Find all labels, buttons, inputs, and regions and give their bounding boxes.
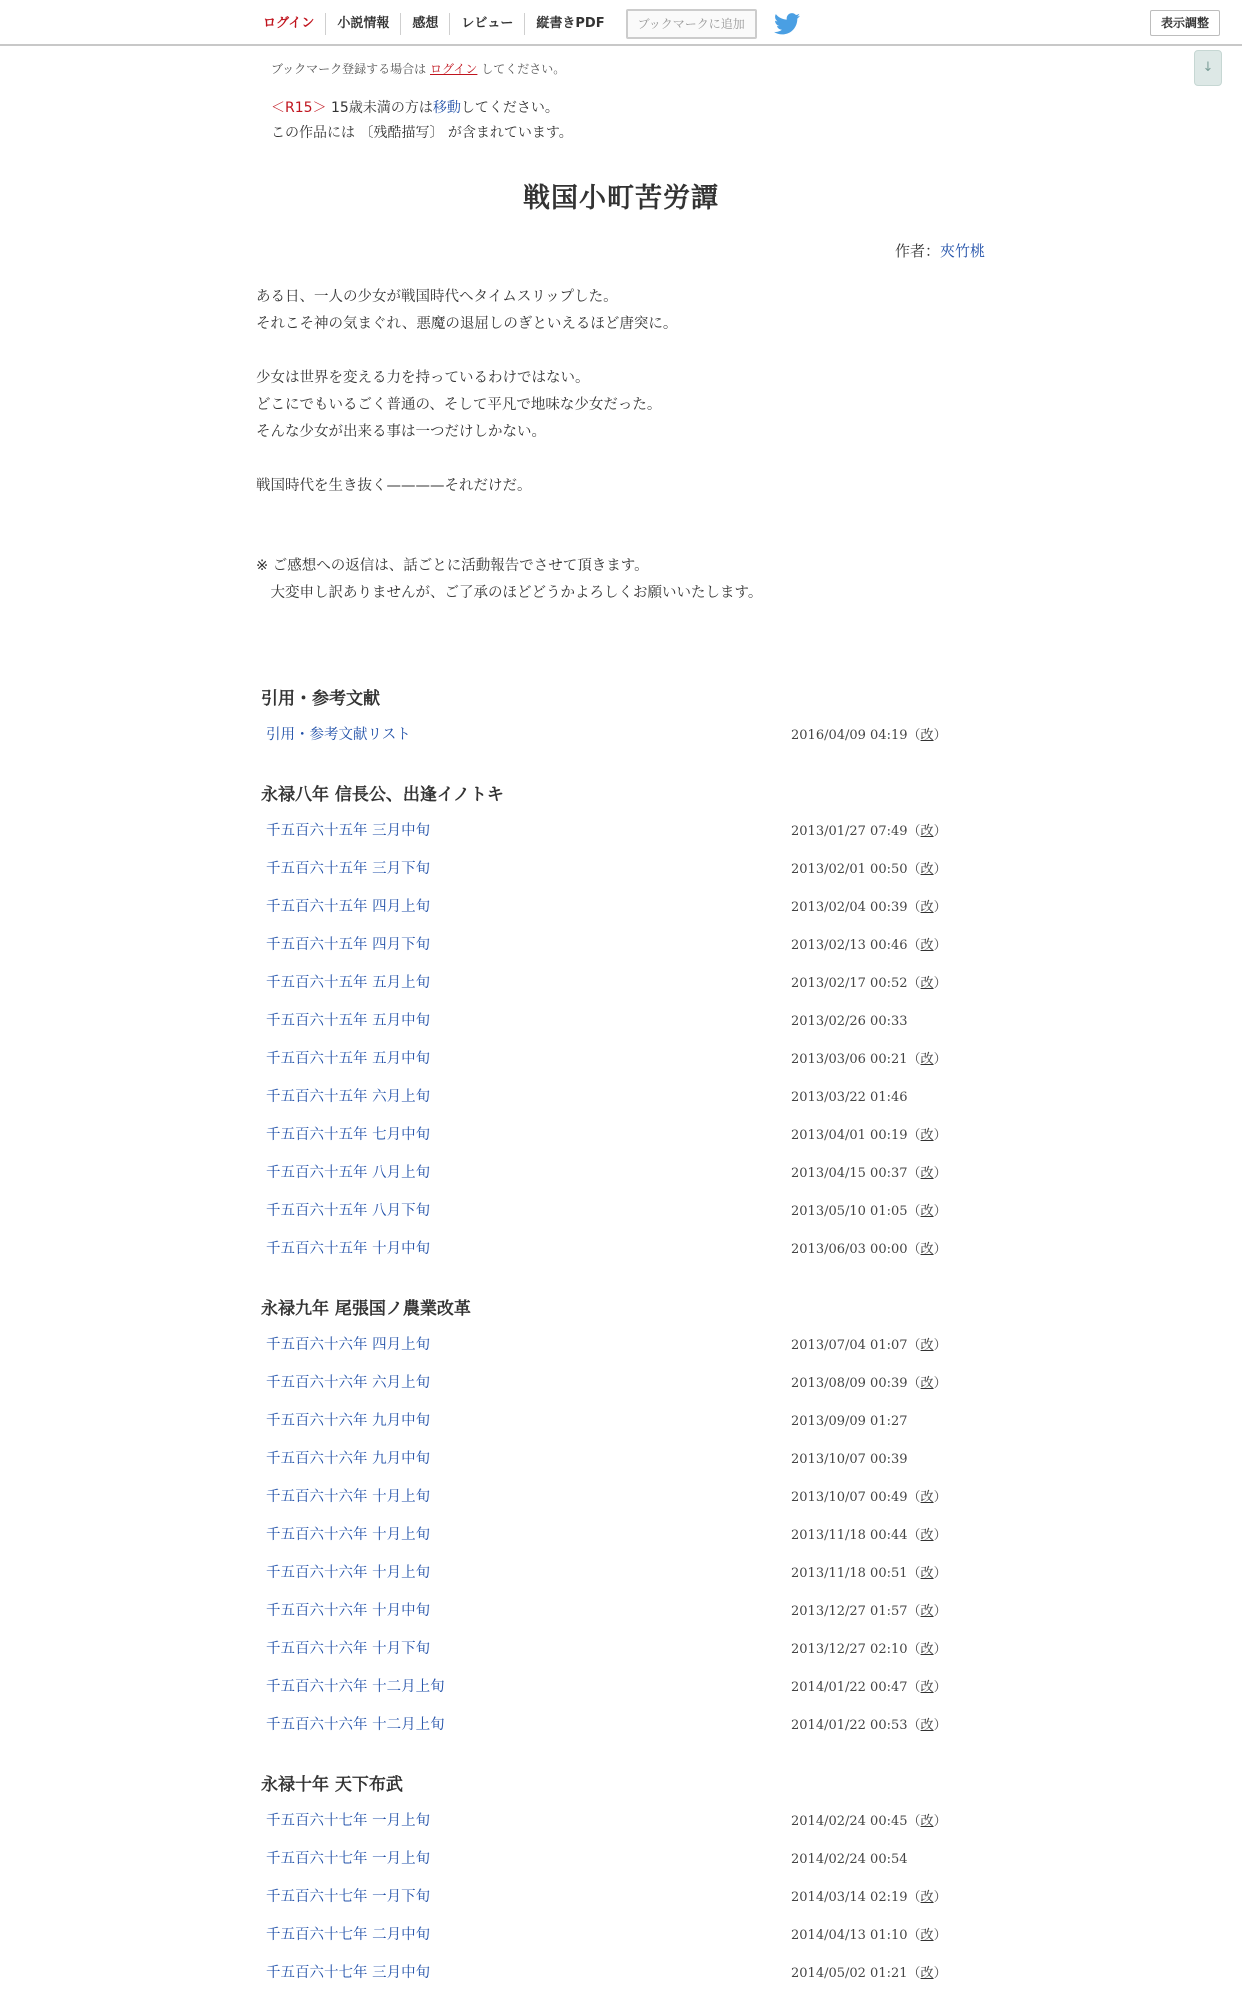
episode-date: 2014/01/22 00:53 <box>791 1718 908 1733</box>
episode-date: 2013/10/07 00:49 <box>791 1490 908 1505</box>
synopsis-line <box>256 446 1016 473</box>
episode-date-group <box>791 1811 947 1833</box>
episode-date: 2013/02/01 00:50 <box>791 862 908 877</box>
author-line <box>895 240 985 261</box>
episode-row <box>256 1844 1036 1882</box>
nav-login-link[interactable]: ログイン <box>252 13 326 35</box>
episode-link[interactable]: 千五百六十七年 一月上旬 <box>266 1813 431 1829</box>
revised-open-paren: （ <box>907 1890 921 1905</box>
episode-date: 2014/05/02 01:21 <box>791 1966 908 1981</box>
revised-link[interactable]: 改 <box>920 976 934 991</box>
episode-row <box>256 1368 1036 1406</box>
revised-link[interactable]: 改 <box>920 1166 934 1181</box>
episode-link[interactable]: 千五百六十六年 九月中旬 <box>266 1413 431 1429</box>
revised-link[interactable]: 改 <box>920 1242 934 1257</box>
revised-close-paren: ） <box>933 1528 947 1543</box>
revised-close-paren: ） <box>933 938 947 953</box>
episode-date-group <box>791 1487 947 1509</box>
chapter-title: 永禄八年 信長公、出逢イノトキ <box>261 785 504 805</box>
nav-impressions-link[interactable]: 感想 <box>401 13 450 35</box>
episode-date: 2013/02/26 00:33 <box>791 1014 908 1029</box>
revised-link[interactable]: 改 <box>920 1966 934 1981</box>
episode-link[interactable]: 千五百六十六年 十二月上旬 <box>266 1679 445 1695</box>
revised-close-paren: ） <box>933 1128 947 1143</box>
revised-close-paren: ） <box>933 1052 947 1067</box>
episode-link[interactable]: 千五百六十七年 一月上旬 <box>266 1851 431 1867</box>
revised-open-paren: （ <box>907 1490 921 1505</box>
episode-date: 2014/01/22 00:47 <box>791 1680 908 1695</box>
revised-open-paren: （ <box>907 976 921 991</box>
episode-date-group <box>791 859 947 881</box>
episode-row <box>256 930 1036 968</box>
revised-open-paren: （ <box>907 1204 921 1219</box>
r15-prefix: 15歳未満の方は <box>331 100 433 116</box>
episode-link[interactable]: 千五百六十六年 十二月上旬 <box>266 1717 445 1733</box>
episode-row <box>256 1406 1036 1444</box>
episode-date: 2013/04/01 00:19 <box>791 1128 908 1143</box>
revised-close-paren: ） <box>933 976 947 991</box>
nav-review-link[interactable]: レビュー <box>450 13 525 35</box>
revised-link[interactable]: 改 <box>920 1128 934 1143</box>
revised-open-paren: （ <box>907 1338 921 1353</box>
episode-date: 2016/04/09 04:19 <box>791 728 908 743</box>
revised-close-paren: ） <box>933 862 947 877</box>
synopsis-line: 少女は世界を変える力を持っているわけではない。 <box>256 370 590 386</box>
episode-link[interactable]: 千五百六十六年 九月中旬 <box>266 1451 431 1467</box>
revised-link[interactable]: 改 <box>920 1680 934 1695</box>
login-notice-link[interactable]: ログイン <box>430 62 478 76</box>
author-note <box>256 553 762 607</box>
episode-link[interactable]: 千五百六十五年 四月上旬 <box>266 899 431 915</box>
revised-close-paren: ） <box>933 1642 947 1657</box>
episode-date-group <box>791 1601 947 1623</box>
revised-close-paren: ） <box>933 1376 947 1391</box>
revised-close-paren: ） <box>933 1242 947 1257</box>
episode-date: 2013/11/18 00:44 <box>791 1528 908 1543</box>
episode-row <box>256 1520 1036 1558</box>
revised-open-paren: （ <box>907 1242 921 1257</box>
synopsis <box>256 284 1016 500</box>
add-bookmark-button[interactable]: ブックマークに追加 <box>626 9 757 39</box>
revised-open-paren: （ <box>907 900 921 915</box>
top-navigation-bar <box>0 0 1242 46</box>
revised-open-paren: （ <box>907 824 921 839</box>
episode-link[interactable]: 千五百六十六年 十月上旬 <box>266 1565 431 1581</box>
episode-link[interactable]: 千五百六十七年 二月中旬 <box>266 1927 431 1943</box>
scroll-down-button[interactable]: ↓ <box>1194 50 1222 86</box>
episode-date: 2013/11/18 00:51 <box>791 1566 908 1581</box>
revised-open-paren: （ <box>907 728 921 743</box>
episode-row <box>256 1158 1036 1196</box>
episode-row <box>256 1920 1036 1958</box>
episode-date-group <box>791 1849 908 1871</box>
episode-date: 2013/09/09 01:27 <box>791 1414 908 1429</box>
revised-open-paren: （ <box>907 1966 921 1981</box>
revised-open-paren: （ <box>907 1814 921 1829</box>
episode-link[interactable]: 千五百六十七年 一月下旬 <box>266 1889 431 1905</box>
episode-row <box>256 1044 1036 1082</box>
revised-link[interactable]: 改 <box>920 1928 934 1943</box>
episode-date: 2014/02/24 00:45 <box>791 1814 908 1829</box>
author-name-link[interactable]: 夾竹桃 <box>940 242 986 260</box>
revised-link[interactable]: 改 <box>920 1642 934 1657</box>
episode-date-group <box>791 1125 947 1147</box>
revised-link[interactable]: 改 <box>920 1604 934 1619</box>
episode-row <box>256 720 1036 758</box>
revised-open-paren: （ <box>907 938 921 953</box>
episode-link[interactable]: 千五百六十五年 三月下旬 <box>266 861 431 877</box>
episode-date-group <box>791 1925 947 1947</box>
revised-close-paren: ） <box>933 1680 947 1695</box>
episode-row <box>256 968 1036 1006</box>
episode-row <box>256 1558 1036 1596</box>
episode-row <box>256 1006 1036 1044</box>
chapter-title: 永禄十年 天下布武 <box>261 1775 403 1795</box>
author-label: 作者： <box>895 242 941 260</box>
episode-link[interactable]: 千五百六十五年 八月上旬 <box>266 1165 431 1181</box>
episode-date: 2013/08/09 00:39 <box>791 1376 908 1391</box>
episode-date: 2013/12/27 02:10 <box>791 1642 908 1657</box>
episode-link[interactable]: 千五百六十七年 三月中旬 <box>266 1965 431 1981</box>
episode-date-group <box>791 1411 908 1433</box>
note-line: 大変申し訳ありませんが、ご了承のほどどうかよろしくお願いいたします。 <box>256 585 763 601</box>
episode-date-group <box>791 1201 947 1223</box>
revised-open-paren: （ <box>907 1166 921 1181</box>
episode-date-group <box>791 1715 947 1737</box>
episode-date: 2014/02/24 00:54 <box>791 1852 908 1867</box>
header-nav <box>252 13 800 35</box>
episode-date-group <box>791 725 947 747</box>
episode-date: 2013/02/13 00:46 <box>791 938 908 953</box>
episode-date-group <box>791 1011 908 1033</box>
revised-open-paren: （ <box>907 1718 921 1733</box>
revised-link[interactable]: 改 <box>920 1052 934 1067</box>
novel-title: 戦国小町苦労譚 <box>523 183 719 214</box>
synopsis-line: それこそ神の気まぐれ、悪魔の退屈しのぎといえるほど唐突に。 <box>256 316 678 332</box>
revised-close-paren: ） <box>933 1166 947 1181</box>
revised-close-paren: ） <box>933 1814 947 1829</box>
episode-row <box>256 1958 1036 1996</box>
episode-date-group <box>791 1563 947 1585</box>
synopsis-line <box>256 338 1016 365</box>
episode-link[interactable]: 千五百六十五年 十月中旬 <box>266 1241 431 1257</box>
twitter-bird-icon[interactable] <box>774 13 800 35</box>
r15-notice <box>271 97 559 117</box>
table-of-contents <box>256 682 1036 1996</box>
revised-close-paren: ） <box>933 824 947 839</box>
episode-date-group <box>791 1087 908 1109</box>
episode-date: 2014/04/13 01:10 <box>791 1928 908 1943</box>
episode-date: 2013/03/06 00:21 <box>791 1052 908 1067</box>
episode-row <box>256 1234 1036 1272</box>
revised-open-paren: （ <box>907 1604 921 1619</box>
bookmark-login-notice <box>271 60 565 77</box>
episode-date: 2013/06/03 00:00 <box>791 1242 908 1257</box>
revised-open-paren: （ <box>907 1680 921 1695</box>
nav-vertical-pdf-link[interactable]: 縦書きPDF <box>536 16 605 31</box>
episode-date-group <box>791 1887 947 1909</box>
episode-date-group <box>791 1639 947 1661</box>
episode-link[interactable]: 千五百六十五年 八月下旬 <box>266 1203 431 1219</box>
login-notice-suffix: してください。 <box>481 62 566 76</box>
episode-date-group <box>791 1525 947 1547</box>
note-line: ※ ご感想への返信は、話ごとに活動報告でさせて頂きます。 <box>256 558 649 574</box>
episode-date: 2013/02/04 00:39 <box>791 900 908 915</box>
revised-close-paren: ） <box>933 1566 947 1581</box>
revised-open-paren: （ <box>907 1052 921 1067</box>
episode-link[interactable]: 千五百六十六年 十月下旬 <box>266 1641 431 1657</box>
r15-move-link[interactable]: 移動 <box>432 100 461 116</box>
episode-link[interactable]: 千五百六十五年 六月上旬 <box>266 1089 431 1105</box>
nav-novel-info-link[interactable]: 小説情報 <box>326 13 401 35</box>
episode-date-group <box>791 1163 947 1185</box>
episode-row <box>256 1634 1036 1672</box>
episode-link[interactable]: 引用・参考文献リスト <box>266 727 411 743</box>
episode-link[interactable]: 千五百六十六年 六月上旬 <box>266 1375 431 1391</box>
revised-close-paren: ） <box>933 1718 947 1733</box>
episode-date-group <box>791 1963 947 1985</box>
episode-link[interactable]: 千五百六十五年 五月上旬 <box>266 975 431 991</box>
revised-open-paren: （ <box>907 1642 921 1657</box>
episode-date-group <box>791 1049 947 1071</box>
revised-open-paren: （ <box>907 862 921 877</box>
revised-close-paren: ） <box>933 1338 947 1353</box>
synopsis-line: ある日、一人の少女が戦国時代へタイムスリップした。 <box>256 289 618 305</box>
episode-date: 2013/02/17 00:52 <box>791 976 908 991</box>
chapter-title: 引用・参考文献 <box>261 689 380 709</box>
revised-open-paren: （ <box>907 1928 921 1943</box>
display-settings-button[interactable]: 表示調整 <box>1150 10 1220 36</box>
episode-date-group <box>791 935 947 957</box>
episode-link[interactable]: 千五百六十六年 十月上旬 <box>266 1527 431 1543</box>
episode-link[interactable]: 千五百六十六年 十月上旬 <box>266 1489 431 1505</box>
revised-link[interactable]: 改 <box>920 1338 934 1353</box>
episode-row <box>256 892 1036 930</box>
episode-link[interactable]: 千五百六十五年 五月中旬 <box>266 1051 431 1067</box>
revised-open-paren: （ <box>907 1528 921 1543</box>
episode-row <box>256 1672 1036 1710</box>
revised-link[interactable]: 改 <box>920 1814 934 1829</box>
episode-row <box>256 1710 1036 1748</box>
revised-link[interactable]: 改 <box>920 1566 934 1581</box>
episode-date: 2013/01/27 07:49 <box>791 824 908 839</box>
episode-date-group <box>791 973 947 995</box>
episode-date: 2013/03/22 01:46 <box>791 1090 908 1105</box>
episode-row <box>256 854 1036 892</box>
revised-close-paren: ） <box>933 1928 947 1943</box>
r15-suffix: してください。 <box>460 100 559 116</box>
revised-link[interactable]: 改 <box>920 1376 934 1391</box>
episode-row <box>256 1482 1036 1520</box>
episode-date: 2014/03/14 02:19 <box>791 1890 908 1905</box>
login-notice-prefix: ブックマーク登録する場合は <box>271 62 427 76</box>
revised-link[interactable]: 改 <box>920 1890 934 1905</box>
revised-link[interactable]: 改 <box>920 1528 934 1543</box>
episode-link[interactable]: 千五百六十五年 四月下旬 <box>266 937 431 953</box>
revised-link[interactable]: 改 <box>920 862 934 877</box>
revised-link[interactable]: 改 <box>920 900 934 915</box>
episode-date-group <box>791 897 947 919</box>
synopsis-line: どこにでもいるごく普通の、そして平凡で地味な少女だった。 <box>256 397 662 413</box>
revised-close-paren: ） <box>933 900 947 915</box>
episode-row <box>256 1444 1036 1482</box>
episode-row <box>256 1196 1036 1234</box>
revised-link[interactable]: 改 <box>920 728 934 743</box>
episode-date-group <box>791 1335 947 1357</box>
episode-row <box>256 816 1036 854</box>
revised-open-paren: （ <box>907 1128 921 1143</box>
revised-link[interactable]: 改 <box>920 938 934 953</box>
episode-date-group <box>791 821 947 843</box>
r15-tag: ＜R15＞ <box>271 100 327 116</box>
episode-date: 2013/05/10 01:05 <box>791 1204 908 1219</box>
episode-row <box>256 1806 1036 1844</box>
revised-close-paren: ） <box>933 1966 947 1981</box>
chapter-title: 永禄九年 尾張国ノ農業改革 <box>261 1299 471 1319</box>
episode-row <box>256 1082 1036 1120</box>
episode-date-group <box>791 1373 947 1395</box>
episode-date-group <box>791 1239 947 1261</box>
revised-close-paren: ） <box>933 1490 947 1505</box>
synopsis-line: そんな少女が出来る事は一つだけしかない。 <box>256 424 546 440</box>
episode-date-group <box>791 1449 908 1471</box>
synopsis-line: 戦国時代を生き抜く————それだけだ。 <box>256 478 532 494</box>
episode-date: 2013/04/15 00:37 <box>791 1166 908 1181</box>
episode-row <box>256 1120 1036 1158</box>
revised-open-paren: （ <box>907 1376 921 1391</box>
episode-link[interactable]: 千五百六十五年 三月中旬 <box>266 823 431 839</box>
revised-link[interactable]: 改 <box>920 824 934 839</box>
revised-link[interactable]: 改 <box>920 1718 934 1733</box>
episode-date: 2013/12/27 01:57 <box>791 1604 908 1619</box>
revised-link[interactable]: 改 <box>920 1490 934 1505</box>
episode-link[interactable]: 千五百六十六年 十月中旬 <box>266 1603 431 1619</box>
episode-date-group <box>791 1677 947 1699</box>
revised-close-paren: ） <box>933 1204 947 1219</box>
revised-open-paren: （ <box>907 1566 921 1581</box>
content-warning: この作品には 〔残酷描写〕 が含まれています。 <box>271 125 573 141</box>
episode-row <box>256 1882 1036 1920</box>
episode-date: 2013/10/07 00:39 <box>791 1452 908 1467</box>
revised-close-paren: ） <box>933 1890 947 1905</box>
revised-close-paren: ） <box>933 728 947 743</box>
episode-link[interactable]: 千五百六十六年 四月上旬 <box>266 1337 431 1353</box>
episode-date: 2013/07/04 01:07 <box>791 1338 908 1353</box>
episode-row <box>256 1596 1036 1634</box>
episode-link[interactable]: 千五百六十五年 五月中旬 <box>266 1013 431 1029</box>
revised-close-paren: ） <box>933 1604 947 1619</box>
episode-link[interactable]: 千五百六十五年 七月中旬 <box>266 1127 431 1143</box>
revised-link[interactable]: 改 <box>920 1204 934 1219</box>
episode-row <box>256 1330 1036 1368</box>
